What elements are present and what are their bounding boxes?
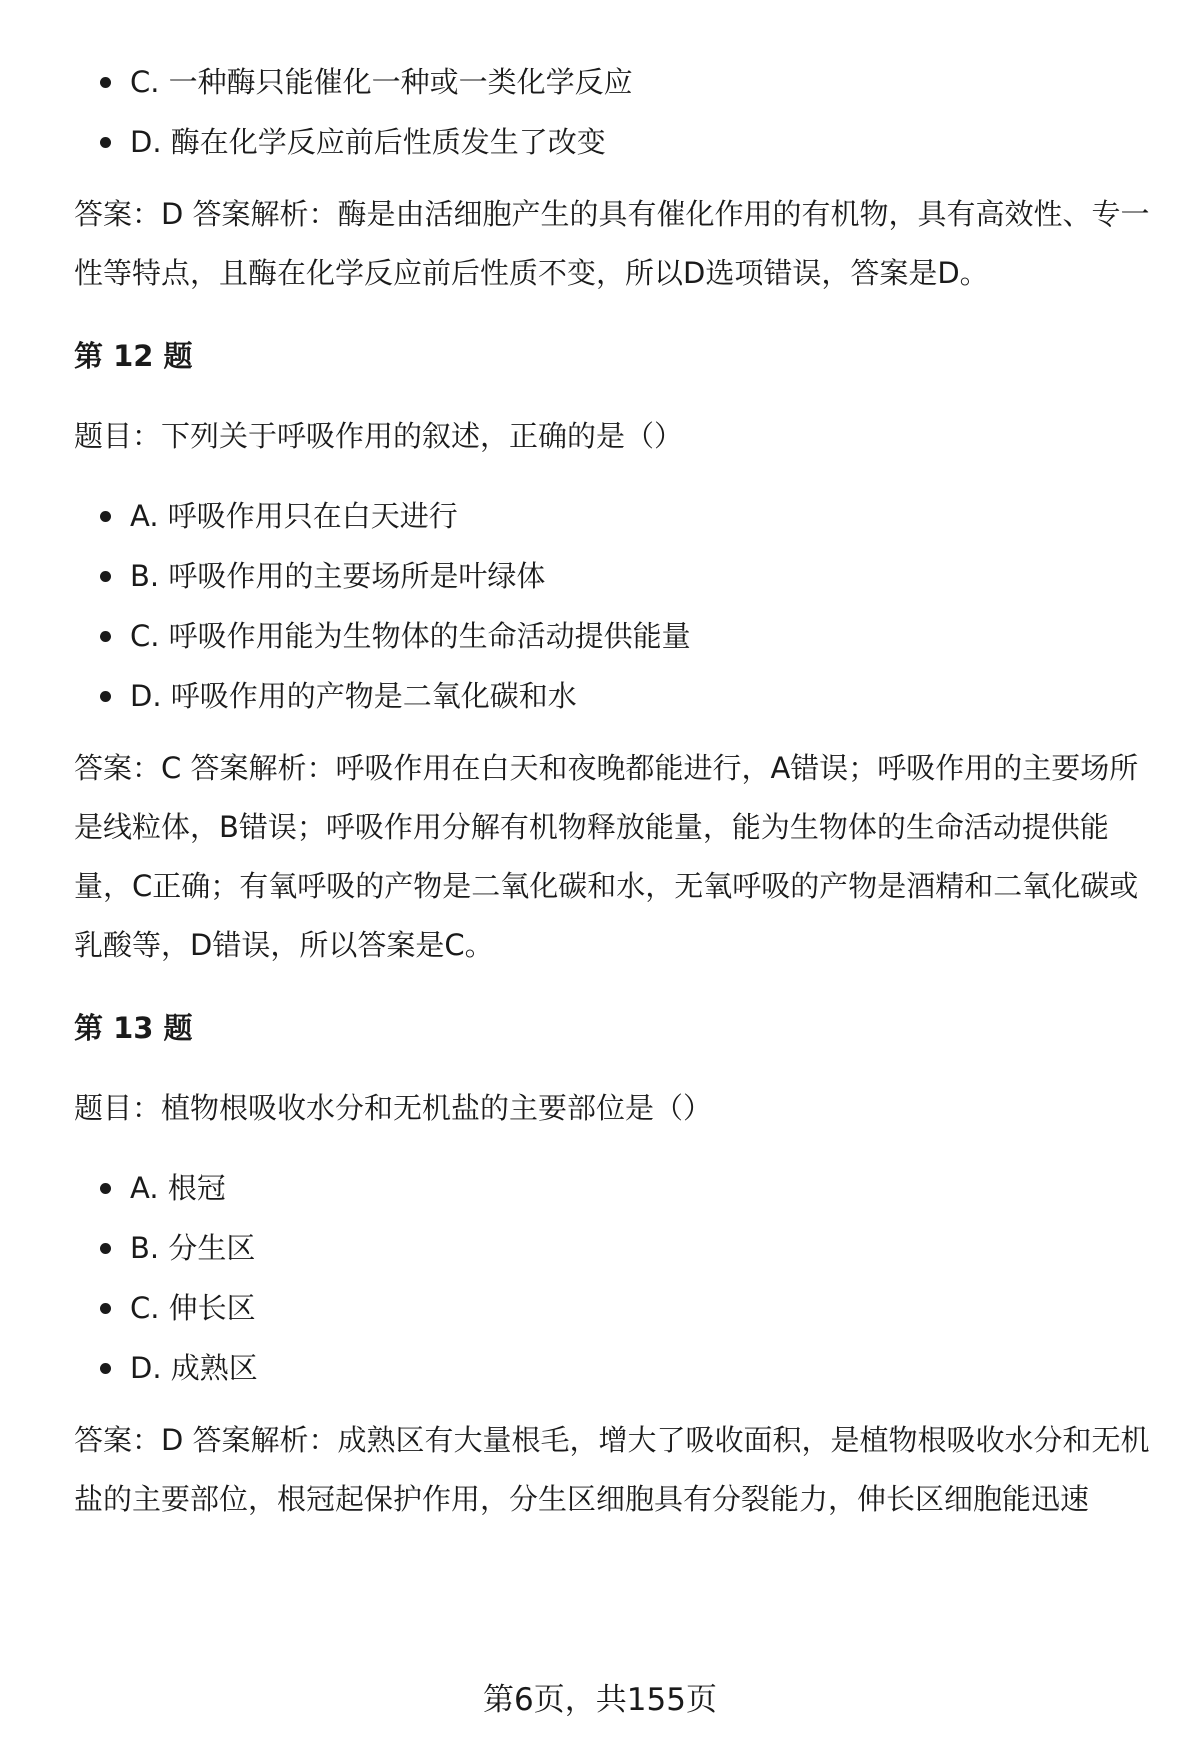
question-stem: 题目：下列关于呼吸作用的叙述，正确的是（） <box>74 419 684 453</box>
answer-explanation: 答案：D 答案解析：成熟区有大量根毛，增大了吸收面积，是植物根吸收水分和无机盐的主要部位，根冠起保护作用，分生区细胞具有分裂能力，伸长区细胞能迅速 <box>74 1423 1150 1516</box>
bullet-icon <box>100 1303 111 1314</box>
option-text: D. 成熟区 <box>130 1351 258 1385</box>
answer-explanation: 答案：C 答案解析：呼吸作用在白天和夜晚都能进行，A错误；呼吸作用的主要场所是线粒体，B错误；呼吸作用分解有机物释放能量，能为生物体的生命活动提供能量，C正确；有氧呼吸的产物是二氧化碳和水，无氧呼吸的产物是酒精和二氧化碳或乳酸等，D错误，所以答案是C。 <box>74 751 1139 962</box>
option-list <box>74 496 1154 716</box>
option-text: B. 呼吸作用的主要场所是叶绿体 <box>130 559 546 593</box>
question-12 <box>74 336 1154 975</box>
option-item <box>74 1168 1154 1208</box>
option-text: C. 呼吸作用能为生物体的生命活动提供能量 <box>130 619 691 653</box>
option-text: D. 呼吸作用的产物是二氧化碳和水 <box>130 679 577 713</box>
bullet-icon <box>100 631 111 642</box>
option-item <box>74 676 1154 716</box>
option-list <box>74 1168 1154 1388</box>
question-heading: 第 13 题 <box>74 1011 193 1045</box>
option-text: D. 酶在化学反应前后性质发生了改变 <box>130 125 606 159</box>
bullet-icon <box>100 77 111 88</box>
bullet-icon <box>100 691 111 702</box>
bullet-icon <box>100 511 111 522</box>
option-item <box>74 1228 1154 1268</box>
question-11-continued <box>74 62 1154 303</box>
page-content <box>74 62 1154 1529</box>
option-text: C. 一种酶只能催化一种或一类化学反应 <box>130 65 633 99</box>
bullet-icon <box>100 137 111 148</box>
option-item <box>74 122 1154 162</box>
question-heading: 第 12 题 <box>74 339 193 373</box>
question-13 <box>74 1008 1154 1529</box>
question-stem: 题目：植物根吸收水分和无机盐的主要部位是（） <box>74 1091 713 1125</box>
option-list <box>74 62 1154 162</box>
bullet-icon <box>100 1363 111 1374</box>
option-text: B. 分生区 <box>130 1231 256 1265</box>
option-item <box>74 1288 1154 1328</box>
option-text: A. 根冠 <box>130 1171 226 1205</box>
bullet-icon <box>100 1243 111 1254</box>
page-number-footer: 第6页，共155页 <box>483 1682 717 1718</box>
option-item <box>74 1348 1154 1388</box>
option-text: A. 呼吸作用只在白天进行 <box>130 499 458 533</box>
answer-explanation: 答案：D 答案解析：酶是由活细胞产生的具有催化作用的有机物，具有高效性、专一性等特点，且酶在化学反应前后性质不变，所以D选项错误，答案是D。 <box>74 197 1150 290</box>
bullet-icon <box>100 571 111 582</box>
option-text: C. 伸长区 <box>130 1291 256 1325</box>
option-item <box>74 496 1154 536</box>
bullet-icon <box>100 1183 111 1194</box>
option-item <box>74 556 1154 596</box>
option-item <box>74 62 1154 102</box>
option-item <box>74 616 1154 656</box>
